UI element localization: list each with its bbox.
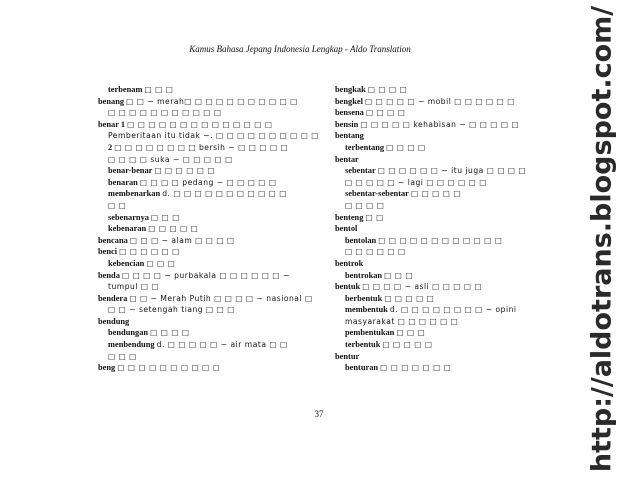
left-column	[98, 84, 330, 374]
entry-line	[98, 212, 330, 224]
headword: bentolan	[345, 235, 377, 245]
entry-line	[98, 165, 330, 177]
definition: □ □ □ □ □ □	[345, 247, 406, 257]
headword: sebentar-sebentar	[345, 189, 409, 199]
definition: □ □ □ □ □ ~ lagi □ □ □ □ □ □	[345, 177, 487, 187]
headword: benturan	[345, 363, 379, 373]
entry-line	[98, 246, 330, 258]
definition: □ □ □	[151, 212, 180, 222]
headword: bencana	[98, 235, 128, 245]
entry-line	[98, 107, 330, 119]
entry-line	[335, 200, 567, 212]
headword: 2	[108, 142, 113, 152]
definition: □ □ □ □	[386, 142, 426, 152]
headword: bendung	[98, 316, 130, 326]
entry-line	[98, 200, 330, 212]
headword: kebencian	[108, 258, 145, 268]
entry-line	[335, 304, 567, 316]
headword: benda	[98, 270, 120, 280]
entry-line	[98, 235, 330, 247]
definition: □ □ □ □ □ □ □ □ bersih ~ □ □ □ □ □	[114, 142, 289, 152]
entry-line	[98, 142, 330, 154]
definition: □ □ ~ Merah Putih □ □ □ □ ~ nasional □	[129, 293, 313, 303]
right-column	[335, 84, 567, 374]
entry-line	[98, 339, 330, 351]
headword: bendera	[98, 293, 128, 303]
entry-line	[335, 188, 567, 200]
headword: bentar	[335, 154, 359, 164]
entry-line	[98, 316, 330, 328]
headword: bentang	[335, 131, 364, 141]
definition: □ □ □ □ □ □ □ □ □ □ □	[108, 108, 222, 118]
headword: berbentuk	[345, 293, 383, 303]
headword: beng	[98, 363, 116, 373]
entry-line	[98, 130, 330, 142]
definition: □ □ □ □ □ □ □ □ □ □ □ □ □ □	[127, 119, 273, 129]
page-header	[0, 44, 600, 54]
entry-line	[98, 84, 330, 96]
definition: □ □ □ □ ~ asli □ □ □ □ □	[362, 282, 483, 292]
headword: menbendung	[108, 340, 155, 350]
entry-line	[335, 281, 567, 293]
definition: □ □ □ □	[367, 85, 408, 94]
headword: benaran	[108, 177, 138, 187]
headword: bentur	[335, 351, 360, 361]
definition: d. □ □ □ □ □ ~ air mata □ □	[156, 340, 288, 350]
definition: □ □ □ □ □ ~ mobil □ □ □ □ □ □	[365, 96, 515, 106]
headword: benang	[98, 96, 125, 106]
headword: terbenam	[108, 85, 143, 94]
entry-line	[98, 304, 330, 316]
headword: sebentar	[345, 166, 376, 176]
headword: bensena	[335, 108, 364, 118]
definition: □ □ □ □ □ □	[119, 247, 180, 257]
entry-line	[335, 362, 567, 374]
entry-line	[98, 188, 330, 200]
entry-line	[335, 165, 567, 177]
entry-line	[335, 316, 567, 328]
entry-line	[335, 177, 567, 189]
headword: membenarkan	[108, 189, 161, 199]
entry-line	[98, 362, 330, 374]
entry-line	[335, 270, 567, 282]
headword: terbentang	[345, 142, 385, 152]
definition: □ □ ~ merah□ □ □ □ □ □ □ □ □ □ □	[126, 96, 298, 106]
definition: □ □ □ □ suka ~ □ □ □ □ □	[108, 154, 233, 164]
definition: □ □ □	[384, 270, 414, 280]
headword: benar 1	[98, 119, 126, 129]
definition: □ □ □ □	[345, 200, 385, 210]
definition: □ □ □ □ □ kehabisan ~ □ □ □ □ □	[360, 119, 520, 129]
definition: □ □ □ □ □ □ □ □ □ □ □ □	[378, 235, 503, 245]
entry-line	[98, 177, 330, 189]
entry-line	[335, 351, 567, 363]
definition: □ □ □ □ □ □ ~ itu juga □ □ □ □	[377, 166, 527, 176]
definition: masyarakat □ □ □ □ □ □	[345, 316, 459, 326]
headword: bendungan	[108, 328, 149, 338]
entry-line	[335, 327, 567, 339]
definition: d. □ □ □ □ □ □ □ □ □ □ □	[162, 189, 287, 199]
definition: □ □ □ □ □	[382, 340, 433, 350]
definition: □ □ □ ~ alam □ □ □ □	[129, 235, 235, 245]
entry-line	[98, 258, 330, 270]
definition: □ □	[108, 200, 127, 210]
headword: bengkak	[335, 85, 366, 94]
headword: sebenarnya	[108, 212, 149, 222]
entry-line	[335, 212, 567, 224]
headword: benteng	[335, 212, 364, 222]
definition: □ □ □ □ ~ purbakala □ □ □ □ □ □ ~	[121, 270, 290, 280]
definition: □ □ □ □ □ □ □ □ □ □	[117, 363, 221, 373]
headword: bentrokan	[345, 270, 383, 280]
definition: □ □ □	[146, 258, 176, 268]
definition: □ □ ~ setengah tiang □ □ □	[108, 305, 235, 315]
definition: □ □	[365, 212, 384, 222]
definition: □ □ □ □ □	[148, 224, 199, 234]
entry-line	[98, 281, 330, 293]
definition: □ □ □	[108, 351, 137, 361]
watermark	[566, 6, 638, 472]
entry-line	[98, 327, 330, 339]
entry-line	[335, 258, 567, 270]
header-title: Kamus Bahasa Jepang Indonesia Lengkap - Aldo Translation	[189, 44, 411, 54]
entry-line	[335, 96, 567, 108]
definition: □ □ □ □ □	[384, 293, 435, 303]
entry-line	[335, 142, 567, 154]
entry-line	[335, 107, 567, 119]
definition: □ □ □ □	[365, 108, 406, 118]
entry-line	[98, 351, 330, 363]
definition: □ □ □ □ pedang ~ □ □ □ □ □	[139, 177, 277, 187]
entry-line	[335, 223, 567, 235]
entry-line	[335, 246, 567, 258]
headword: bensin	[335, 119, 359, 129]
entry-line	[335, 84, 567, 96]
definition: □ □ □ □ □ □	[154, 166, 216, 176]
definition: □ □ □	[396, 328, 426, 338]
definition: □ □ □ □	[150, 328, 190, 338]
headword: bengkel	[335, 96, 363, 106]
headword: bentol	[335, 224, 358, 234]
entry-line	[98, 119, 330, 131]
entry-line	[335, 130, 567, 142]
entry-line	[335, 154, 567, 166]
entry-line	[98, 270, 330, 282]
headword: kebenaran	[108, 224, 147, 234]
entry-line	[98, 293, 330, 305]
headword: benci	[98, 247, 118, 257]
watermark-url: http://aldotrans.blogspot.com/	[586, 5, 618, 473]
headword: membentuk	[345, 305, 388, 315]
definition: □ □ □	[144, 85, 174, 94]
entry-line	[335, 339, 567, 351]
definition: d. □ □ □ □ □ □ □ □ ~ opini	[389, 305, 517, 315]
definition: □ □ □ □ □ □ □	[380, 363, 452, 373]
entry-line	[335, 235, 567, 247]
headword: terbentuk	[345, 340, 381, 350]
entry-line	[335, 119, 567, 131]
entry-line	[98, 154, 330, 166]
entry-line	[335, 293, 567, 305]
definition: tumpul □ □	[108, 282, 160, 292]
definition: Pemberitaan itu tidak ~. □ □ □ □ □ □ □ □ □ □	[108, 131, 319, 141]
headword: pembentukan	[345, 328, 395, 338]
headword: bentrok	[335, 258, 364, 268]
headword: bentuk	[335, 282, 361, 292]
definition: □ □ □ □ □	[410, 189, 462, 199]
page-number: 37	[314, 409, 324, 419]
headword: benar-benar	[108, 166, 153, 176]
entry-line	[98, 223, 330, 235]
entry-line	[98, 96, 330, 108]
